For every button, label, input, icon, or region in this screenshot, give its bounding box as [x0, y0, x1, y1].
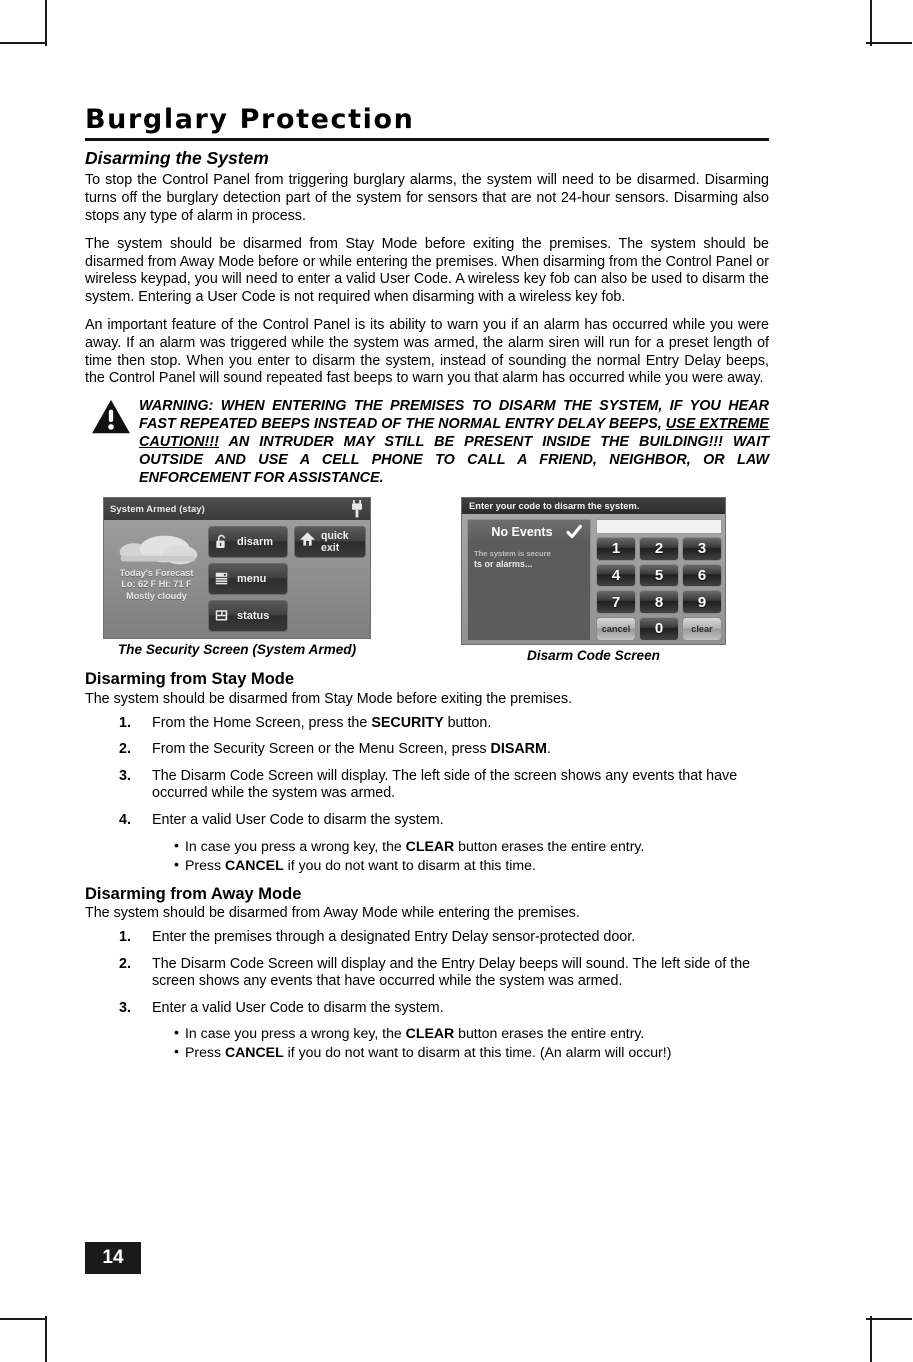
bullet-text-bold: CLEAR [405, 837, 455, 854]
bullet-text-pre: In case you press a wrong key, the [185, 1025, 406, 1042]
checkmark-icon [566, 524, 582, 540]
keypad-grid [596, 537, 722, 641]
bullet-text-post: button erases the entire entry. [454, 837, 645, 854]
warning-block [85, 397, 769, 487]
list-item [119, 812, 769, 875]
step-number: 2. [119, 741, 131, 758]
warning-text [139, 397, 769, 487]
away-mode-intro: The system should be disarmed from Away Mode while entering the premises. [85, 905, 580, 922]
step-text-bold: DISARM [490, 741, 547, 758]
step-text-post: button. [443, 714, 492, 731]
list-item [174, 856, 769, 875]
away-mode-bullet-list [152, 1024, 769, 1062]
list-item [119, 1000, 769, 1063]
keypad-key-7[interactable]: 7 [596, 590, 636, 614]
events-pane [467, 519, 591, 641]
away-mode-step-list [85, 929, 769, 1062]
bullet-text-pre: Press [185, 1044, 225, 1061]
disarm-button[interactable] [208, 526, 288, 558]
page-number-badge: 14 [85, 1242, 141, 1274]
step-number: 1. [119, 714, 131, 731]
step-text-pre: Enter a valid User Code to disarm the system. [152, 811, 444, 828]
list-item [174, 1043, 769, 1062]
weather-line-2: Lo: 62 F Hi: 71 F [121, 579, 192, 590]
keypad-key-3[interactable]: 3 [682, 537, 722, 561]
step-text-pre: The Disarm Code Screen will display. The left side of the screen shows any events that have occurred while the system was armed. [152, 767, 738, 802]
keypad-key-6[interactable]: 6 [682, 564, 722, 588]
subheading-disarming-from-away-mode: Disarming from Away Mode [85, 884, 302, 903]
list-item [119, 929, 769, 947]
crop-mark-top-right-vertical [870, 0, 872, 46]
figure-disarm-code-screen [461, 497, 726, 664]
status-button[interactable] [208, 600, 288, 632]
keypad-clear-button[interactable]: clear [682, 617, 722, 641]
keypad-pane [596, 519, 722, 641]
bullet-text-post: if you do not want to disarm at this time. [283, 856, 536, 873]
step-number: 4. [119, 811, 131, 828]
stay-mode-step-list [85, 715, 769, 875]
power-plug-icon [351, 500, 363, 518]
figure-security-screen [103, 497, 371, 658]
security-screen-statusbar [104, 498, 370, 520]
keypad-key-1[interactable]: 1 [596, 537, 636, 561]
crop-mark-bottom-right-vertical [870, 1316, 872, 1362]
warning-text-underlined: USE EXTREME CAUTION!!! [139, 415, 769, 450]
step-text-pre: Enter the premises through a designated Entry Delay sensor-protected door. [152, 928, 636, 945]
stay-mode-bullet-list [152, 837, 769, 875]
step-text-pre: From the Security Screen or the Menu Screen, press [152, 741, 491, 758]
step-number: 1. [119, 928, 131, 945]
step-text-pre: From the Home Screen, press the [152, 714, 372, 731]
list-item [174, 1024, 769, 1043]
warning-text-part1: WARNING: WHEN ENTERING THE PREMISES TO DISARM THE SYSTEM, IF YOU HEAR FAST REPEATED BEEPS INSTEAD OF THE NORMAL ENTRY DELAY BEEPS, [139, 397, 769, 432]
page-title: Burglary Protection [85, 104, 415, 135]
keypad-cancel-button[interactable]: cancel [596, 617, 636, 641]
disarm-code-screen-device [461, 497, 726, 645]
events-line-1: The system is secure [474, 548, 551, 558]
bullet-text-post: if you do not want to disarm at this time. (An alarm will occur!) [283, 1044, 672, 1061]
step-number: 3. [119, 999, 131, 1016]
quick-exit-line-1: quick [321, 529, 349, 542]
step-number: 2. [119, 955, 131, 972]
figure-row [85, 497, 769, 664]
menu-list-icon [215, 572, 231, 585]
step-text-post: . [546, 741, 551, 758]
warning-triangle-icon [91, 399, 131, 440]
paragraph-3: An important feature of the Control Panel is its ability to warn you if an alarm has occurred while you were away. If an alarm was triggered while the system was armed, the alarm siren will run for a preset length of time then stop. When you enter to disarm the system, instead of sounding the normal Entry Delay beeps, the Control Panel will sound repeated fast beeps to warn you that alarm has occurred while you were away. [85, 317, 769, 387]
step-text-bold: SECURITY [371, 714, 444, 731]
keypad-key-8[interactable]: 8 [639, 590, 679, 614]
security-screen-body [104, 520, 370, 639]
keypad-key-9[interactable]: 9 [682, 590, 722, 614]
quick-exit-line-2: exit [321, 541, 340, 554]
warning-text-part2: AN INTRUDER MAY STILL BE PRESENT INSIDE THE BUILDING!!! WAIT OUTSIDE AND USE A CELL PHONE TO CALL A FRIEND, NEIGHBOR, OR LAW ENFORCEMENT FOR ASSISTANCE. [139, 433, 769, 486]
events-header [468, 520, 590, 544]
keypad-key-2[interactable]: 2 [639, 537, 679, 561]
weather-widget [109, 530, 204, 603]
menu-button[interactable] [208, 563, 288, 595]
security-screen-device [103, 497, 371, 639]
disarm-screen-content [462, 514, 726, 645]
crop-mark-bottom-left-horizontal [0, 1318, 46, 1320]
bullet-text-bold: CLEAR [405, 1025, 455, 1042]
keypad-key-0[interactable]: 0 [639, 617, 679, 641]
bullet-text-bold: CANCEL [224, 856, 284, 873]
events-line-2: ts or alarms... [474, 558, 533, 569]
crop-mark-top-left-vertical [45, 0, 47, 46]
disarm-button-label: disarm [237, 535, 274, 548]
paragraph-1: To stop the Control Panel from triggering burglary alarms, the system will need to be disarmed. Disarming turns off the burglary detection part of the system for sensors that are not 24-hour sensors. Disarming also stops any type of alarm in process. [85, 172, 769, 224]
title-divider [85, 138, 769, 142]
status-panel-icon [215, 609, 231, 622]
crop-mark-bottom-right-horizontal [866, 1318, 912, 1320]
step-text-pre: Enter a valid User Code to disarm the system. [152, 999, 444, 1016]
status-button-label: status [237, 609, 270, 622]
cloud-icon [109, 530, 204, 568]
keypad-key-4[interactable]: 4 [596, 564, 636, 588]
menu-button-label: menu [237, 572, 267, 585]
home-icon [299, 531, 317, 552]
step-text-pre: The Disarm Code Screen will display and the Entry Delay beeps will sound. The left side of the screen shows any events that have occurred while the system was armed. [152, 955, 751, 990]
weather-line-3: Mostly cloudy [126, 590, 187, 601]
events-body [468, 544, 590, 575]
bullet-text-pre: In case you press a wrong key, the [185, 837, 406, 854]
figure-caption-security-screen: The Security Screen (System Armed) [117, 641, 357, 657]
crop-mark-top-left-horizontal [0, 42, 46, 44]
section-heading-disarming-the-system: Disarming the System [85, 148, 269, 169]
security-button-column [208, 526, 288, 637]
list-item [119, 768, 769, 803]
quick-exit-button[interactable] [294, 526, 366, 558]
list-item [174, 837, 769, 856]
step-number: 3. [119, 767, 131, 784]
stay-mode-intro: The system should be disarmed from Stay Mode before exiting the premises. [85, 690, 573, 707]
system-armed-status-text: System Armed (stay) [110, 503, 205, 515]
crop-mark-bottom-left-vertical [45, 1316, 47, 1362]
list-item [119, 715, 769, 733]
subheading-disarming-from-stay-mode: Disarming from Stay Mode [85, 670, 295, 689]
bullet-text-pre: Press [185, 856, 225, 873]
bullet-text-bold: CANCEL [224, 1044, 284, 1061]
events-title: No Events [491, 524, 553, 539]
disarm-screen-titlebar [462, 498, 725, 514]
quick-exit-label [321, 530, 349, 554]
list-item [119, 956, 769, 991]
disarm-screen-title: Enter your code to disarm the system. [469, 500, 640, 512]
paragraph-2: The system should be disarmed from Stay Mode before exiting the premises. The system should be disarmed from Away Mode before or while entering the premises. When disarming from the Control Panel or wireless keypad, you will need to enter a valid User Code. A wireless key fob can also be used to disarm the system. Entering a User Code is not required when disarming with a wireless key fob. [85, 236, 769, 305]
code-entry-field[interactable] [596, 519, 722, 534]
figure-caption-disarm-code-screen: Disarm Code Screen [527, 647, 660, 663]
crop-mark-top-right-horizontal [866, 42, 912, 44]
weather-line-1: Today's Forecast [119, 567, 194, 578]
unlock-icon [215, 534, 231, 549]
bullet-text-post: button erases the entire entry. [454, 1025, 645, 1042]
page-content [85, 105, 769, 1071]
keypad-key-5[interactable]: 5 [639, 564, 679, 588]
list-item [119, 741, 769, 759]
